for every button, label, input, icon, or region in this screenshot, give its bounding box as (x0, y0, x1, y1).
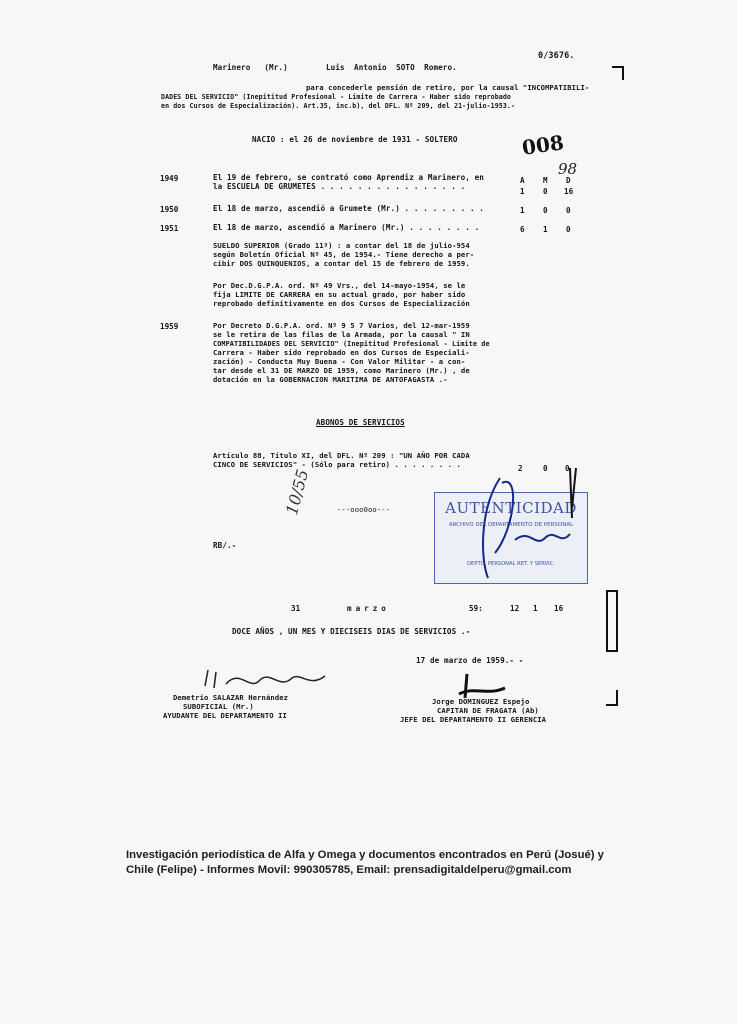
entry-year: 1949 (160, 174, 179, 183)
intro-line-3: en dos Cursos de Especialización). Art.35, inc.b), del DFL. Nº 209, del 21-julio-1953.- (161, 102, 516, 110)
value-days: 0 (565, 464, 570, 473)
handwritten-98: 98 (558, 160, 578, 178)
value-days: 0 (566, 225, 571, 234)
stamp-footer: DEPTO. PERSONAL RET. Y SERVIC. (467, 561, 555, 567)
value-years: 12 (510, 604, 520, 613)
col-years-header: A (520, 176, 525, 185)
separator: ---ooo0oo--- (337, 505, 391, 514)
right-signer-name: Jorge DOMINGUEZ Espejo (432, 697, 530, 706)
value-days: 16 (564, 187, 574, 196)
value-months: 0 (543, 464, 548, 473)
entry-year: 1959 (160, 322, 179, 331)
left-signer-role: AYUDANTE DEL DEPARTAMENTO II (163, 711, 287, 720)
value-days: 0 (566, 206, 571, 215)
abonos-title: ABONOS DE SERVICIOS (316, 418, 405, 427)
abonos-line: CINCO DE SERVICIOS" - (Sólo para retiro) . . . . . . . . (213, 460, 461, 469)
value-months: 0 (543, 206, 548, 215)
footer-line-1: Investigación periodística de Alfa y Omega y documentos encontrados en Perú (Josué) y (126, 849, 604, 861)
entry-line: Carrera - Haber sido reprobado en dos Cursos de Especiali- (213, 348, 470, 357)
handwritten-total-note: 10/55 (282, 467, 313, 517)
entry-line: tar desde el 31 DE MARZO DE 1959, como Marinero (Mr.) , de (213, 366, 470, 375)
entry-line: fija LIMITE DE CARRERA en su actual grado, por haber sido (213, 290, 466, 299)
right-signer-rank: CAPITAN DE FRAGATA (Ab) (437, 706, 539, 715)
entry-year: 1951 (160, 224, 179, 233)
corner-mark-bottom (606, 690, 618, 706)
name-top: Luis Antonio SOTO Romero. (326, 63, 457, 72)
signing-date: 17 de marzo de 1959.- - (416, 656, 524, 665)
column-header (520, 176, 580, 186)
total-date (291, 604, 483, 614)
entry-line: Por Decreto D.G.P.A. ord. Nº 9 5 7 Varios, del 12-mar-1959 (213, 321, 470, 330)
entry-values (520, 187, 580, 197)
birth-line: NACIO : el 26 de noviembre de 1931 - SOLTERO (252, 135, 458, 144)
value-years: 2 (518, 464, 523, 473)
entry-line: El 18 de marzo, ascendió a Marinero (Mr.) . . . . . . . . (213, 223, 480, 232)
entry-year: 1950 (160, 205, 179, 214)
entry-line: zación) - Conducta Muy Buena - Con Valor Militar - a con- (213, 357, 466, 366)
entry-line: cibir DOS QUINQUENIOS, a contar del 15 de febrero de 1959. (213, 259, 470, 268)
border-bar-mark (606, 590, 618, 652)
entry-line: COMPATIBILIDADES DEL SERVICIO" (Inepititud Profesional - Límite de (213, 340, 490, 348)
col-months-header: M (543, 176, 548, 185)
entry-values (520, 225, 580, 235)
handwritten-annotation: 008 (520, 130, 566, 160)
entry-line: SUELDO SUPERIOR (Grado 11º) : a contar del 18 de julio-954 (213, 241, 470, 250)
footer-line-2: Chile (Felipe) - Informes Movil: 990305785, Email: prensadigitaldelperu@gmail.com (126, 864, 572, 876)
total-text: DOCE AÑOS , UN MES Y DIECISEIS DIAS DE SERVICIOS .- (232, 627, 471, 636)
intro-line-2: DADES DEL SERVICIO" (Inepititud Profesional - Límite de Carrera - Haber sido reprobado (161, 93, 511, 101)
value-days: 16 (554, 604, 564, 613)
stamp-subtitle: ARCHIVO DEL DEPARTAMENTO DE PERSONAL (448, 522, 574, 528)
entry-line: la ESCUELA DE GRUMETES . . . . . . . . . . . . . . . . (213, 182, 466, 191)
left-signer-name: Demetrio SALAZAR Hernández (173, 693, 289, 702)
footer-credits (126, 848, 606, 878)
entry-line: reprobado definitivamente en dos Cursos de Especialización (213, 299, 470, 308)
value-months: 0 (543, 187, 548, 196)
corner-mark-top (612, 66, 624, 80)
value-years: 1 (520, 206, 525, 215)
total-values (510, 604, 570, 614)
value-months: 1 (543, 225, 548, 234)
total-month: marzo (347, 604, 390, 613)
stamp-signature (460, 468, 590, 598)
entry-line: Por Dec.D.G.P.A. ord. Nº 49 Vrs., del 14-mayo-1954, se le (213, 281, 466, 290)
total-day: 31 (291, 604, 301, 613)
intro-line-1: para concederle pensión de retiro, por la causal "INCOMPATIBILI- (306, 83, 590, 92)
value-months: 1 (533, 604, 538, 613)
entry-line: dotación en la GOBERNACION MARITIMA DE ANTOFAGASTA .- (213, 375, 448, 384)
abonos-line: Artículo 88, Título XI, del DFL. Nº 209 : "UN AÑO POR CADA (213, 451, 470, 460)
entry-values (520, 206, 580, 216)
right-signer-role: JEFE DEL DEPARTAMENTO II GERENCIA (400, 715, 547, 724)
value-years: 1 (520, 187, 525, 196)
entry-line: El 18 de marzo, ascendió a Grumete (Mr.) . . . . . . . . . (213, 204, 484, 213)
typist-initials: RB/.- (213, 541, 237, 550)
stamp-title: AUTENTICIDAD (445, 499, 577, 517)
reference-number: 0/3676. (538, 51, 575, 61)
entry-line: se le retira de las filas de la Armada, por la causal " IN (213, 330, 470, 339)
value-years: 6 (520, 225, 525, 234)
left-signature (200, 666, 340, 696)
left-signer-rank: SUBOFICIAL (Mr.) (183, 702, 254, 711)
entry-line: El 19 de febrero, se contrató como Aprendiz a Marinero, en (213, 173, 484, 182)
rank-top: Marinero (Mr.) (213, 63, 288, 72)
entry-line: según Boletín Oficial Nº 45, de 1954.- Tiene derecho a per- (213, 250, 475, 259)
col-days-header: D (566, 176, 571, 185)
total-year: 59: (469, 604, 483, 613)
